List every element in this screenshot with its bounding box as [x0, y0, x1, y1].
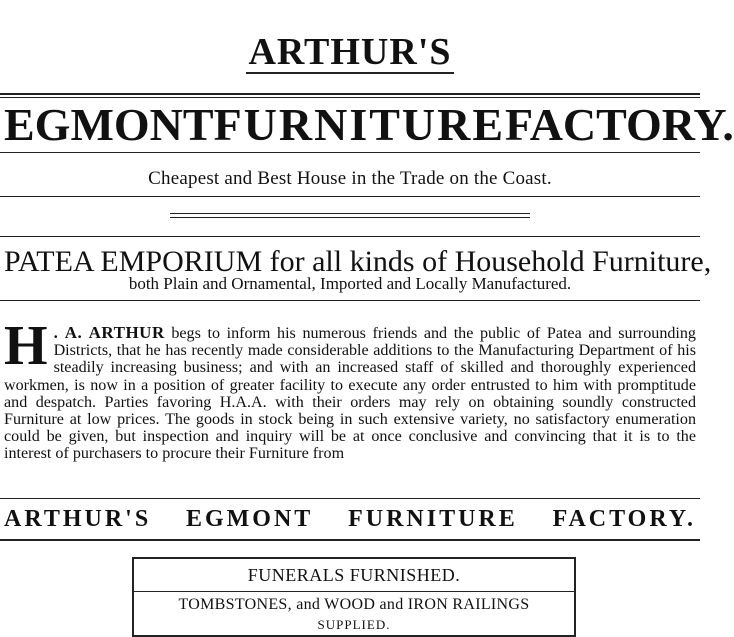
factory-word-furniture: FURNITURE [213, 99, 506, 150]
emporium-heading: PATEA EMPORIUM for all kinds of Household Furniture, [4, 245, 712, 278]
banner-word-egmont: EGMONT [185, 506, 314, 532]
rule-under-emporium [0, 300, 700, 301]
rule-above-emporium [0, 236, 700, 237]
rule-under-title [0, 152, 700, 153]
dropcap: H [4, 315, 48, 377]
emporium-subheading: both Plain and Ornamental, Imported and Locally Manufactured. [128, 274, 572, 293]
rule-above-banner [0, 498, 700, 499]
banner-word-furniture: FURNITURE [348, 506, 518, 532]
rule-short-1 [170, 213, 530, 214]
rule-under-tagline [0, 196, 700, 197]
funerals-title: FUNERALS FURNISHED. [247, 565, 461, 585]
factory-word-factory: FACTORY. [505, 99, 734, 150]
rule-top-thick [0, 93, 700, 95]
banner-word-arthurs: ARTHUR'S [4, 506, 152, 532]
header-arthurs [0, 30, 700, 74]
rule-top-thin [0, 97, 700, 98]
banner-word-factory: FACTORY. [552, 506, 696, 532]
funerals-divider [134, 591, 574, 592]
funerals-line1: TOMBSTONES, and WOOD and IRON RAILINGS [178, 596, 530, 613]
rule-short-2 [170, 217, 530, 218]
funerals-box [132, 557, 576, 637]
body-text: begs to inform his numerous friends and the public of Patea and surrounding Districts, that he has recently made considerable additions to the Manufacturing Department of his steadily increasing business; and with an increased staff of skilled and thoroughly experienced workmen, is now in a position of greater facility to execute any order entrusted to him with promptitude and despatch. Parties favoring H.A.A. with their orders may rely on obtaining soundly constructed Furniture at low prices. The goods in stock being in such extensive variety, no satisfactory enumeration could be given, but inspection and inquiry will be at once conclusive and convincing that it is to the interest of purchasers to procure their Furniture from [4, 325, 696, 463]
arthurs-title: ARTHUR'S [248, 31, 452, 73]
tagline: Cheapest and Best House in the Trade on the Coast. [148, 168, 552, 189]
factory-title [4, 99, 734, 150]
funerals-line2: SUPPLIED. [317, 617, 391, 632]
lead-name: . A. ARTHUR [53, 323, 165, 342]
bottom-banner [4, 506, 696, 533]
factory-word-egmont: EGMONT [4, 99, 214, 150]
rule-under-banner [0, 539, 700, 541]
body-paragraph [4, 315, 696, 463]
